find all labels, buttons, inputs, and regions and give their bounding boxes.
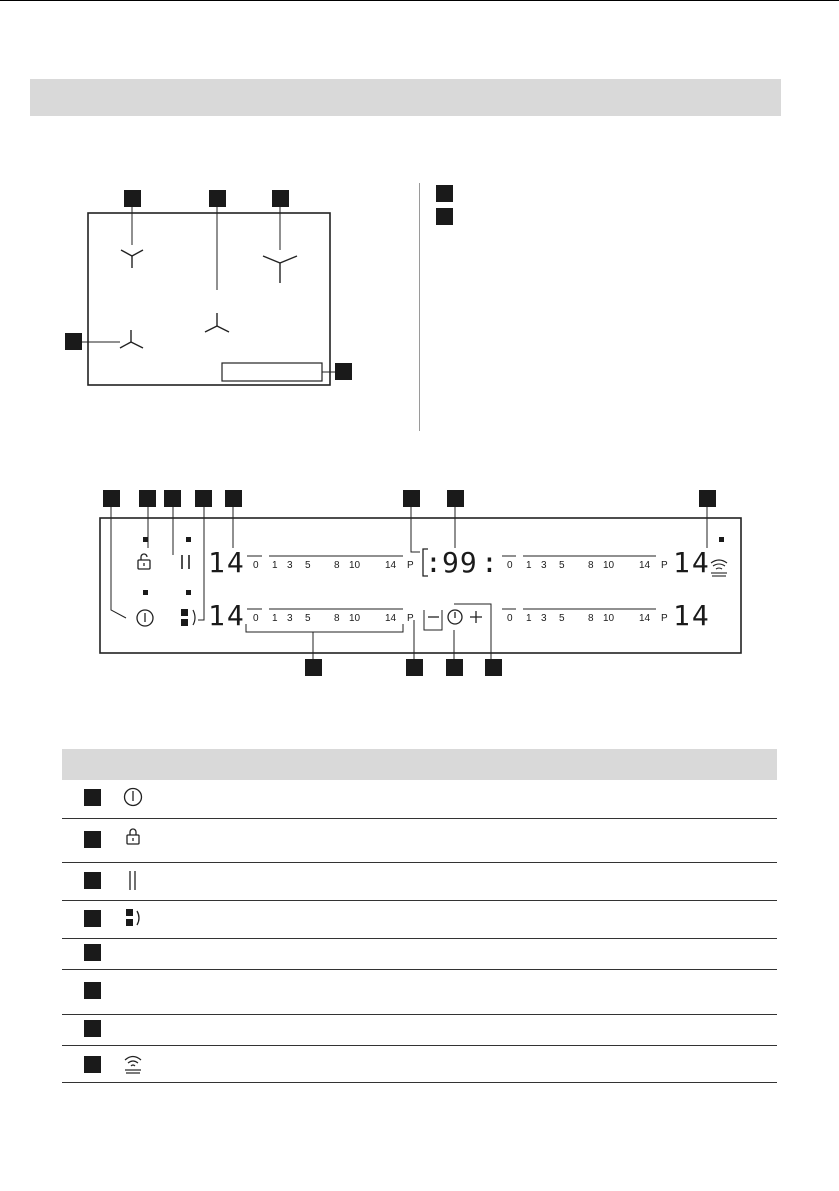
scale-label: 0 [507,560,513,571]
row-divider [62,969,777,970]
hob-marker-3 [272,190,289,207]
lock-icon [138,554,150,569]
bridge-icon [122,907,144,929]
panel-marker-1 [103,490,120,507]
row-marker-4 [84,910,101,927]
panel-marker-4 [195,490,212,507]
hob-marker-4 [65,333,82,350]
scale-label: 8 [588,613,594,624]
panel-marker-7 [447,490,464,507]
panel-marker-12 [485,659,502,676]
scale-label: 0 [507,613,513,624]
panel-marker-10 [406,659,423,676]
scale-label: 1 [272,613,278,624]
indicator-dot [143,537,148,542]
scale-label: 5 [559,613,565,624]
panel-marker-5 [225,490,242,507]
indicator-dot [719,537,724,542]
indicator-dot [186,590,191,595]
control-panel-outline [222,363,322,381]
scale-label: 5 [305,560,311,571]
scale-label: 10 [349,613,361,624]
hob-marker-2 [209,190,226,207]
scale-label: 3 [287,560,293,571]
power-level-display-top-left: 14 [208,546,246,579]
scale-label: 14 [639,613,651,624]
scale-label: 14 [385,560,397,571]
scale-label: 14 [385,613,397,624]
scale-label: 3 [541,560,547,571]
row-marker-6 [84,982,101,999]
pause-icon [182,555,189,569]
timer-plus [470,611,482,623]
scale-label: 8 [334,613,340,624]
timer-clock-icon [448,610,462,624]
row-marker-5 [84,944,101,961]
zone-mark-1 [121,250,143,268]
panel-marker-3 [164,490,181,507]
pause-icon [122,869,144,891]
indicator-dot [186,537,191,542]
hob2hood-icon [711,560,727,576]
scale-label: 5 [305,613,311,624]
scale-label: 1 [272,560,278,571]
scale-label: 10 [603,560,615,571]
scale-label: P [661,613,668,624]
scale-label: 5 [559,560,565,571]
legend-marker-2 [436,208,453,225]
power-level-display-bottom-right: 14 [673,599,711,632]
scale-label: P [407,560,414,571]
zone-mark-3 [263,256,297,283]
lock-icon [122,826,144,848]
row-divider [62,938,777,939]
row-marker-2 [84,831,101,848]
hob-outline [88,213,330,385]
row-divider [62,818,777,819]
hob-layout-diagram [60,182,360,392]
table-header [62,749,777,780]
control-panel-diagram [95,488,745,678]
scale-label: 3 [541,613,547,624]
scale-label: 8 [334,560,340,571]
power-level-display-top-right: 14 [673,546,711,579]
hob-marker-1 [124,190,141,207]
panel-marker-6 [403,490,420,507]
indicator-dot [143,590,148,595]
timer-colon-right: : [481,546,498,579]
row-divider [62,862,777,863]
scale-label: 8 [588,560,594,571]
zone-mark-4 [120,330,143,348]
panel-marker-8 [699,490,716,507]
scale-label: 10 [603,613,615,624]
power-icon [122,786,144,808]
scale-label: 10 [349,560,361,571]
scale-label: P [407,613,414,624]
legend-marker-1 [436,185,453,202]
timer-colon-left: : [425,546,442,579]
control-panel-frame [100,518,741,653]
timer-display: 99 [442,546,478,579]
row-marker-3 [84,872,101,889]
scale-label: P [661,560,668,571]
scale-label: 1 [526,613,532,624]
hob-marker-5 [335,363,352,380]
row-divider [62,1014,777,1015]
row-marker-8 [84,1056,101,1073]
scale-label: 0 [253,560,259,571]
zone-mark-2 [205,313,229,332]
panel-marker-2 [139,490,156,507]
panel-marker-9 [305,659,322,676]
row-divider [62,1045,777,1046]
power-level-display-bottom-left: 14 [208,599,246,632]
panel-marker-11 [446,659,463,676]
row-divider [62,1082,777,1083]
power-icon [137,610,153,626]
column-divider [419,183,420,431]
section-header-bar [30,79,781,116]
bridge-icon [181,609,188,626]
row-marker-1 [84,789,101,806]
scale-label: 0 [253,613,259,624]
top-rule [0,0,839,1]
row-divider [62,900,777,901]
scale-label: 3 [287,613,293,624]
row-marker-7 [84,1020,101,1037]
hob2hood-icon [122,1053,144,1075]
scale-label: 1 [526,560,532,571]
scale-label: 14 [639,560,651,571]
